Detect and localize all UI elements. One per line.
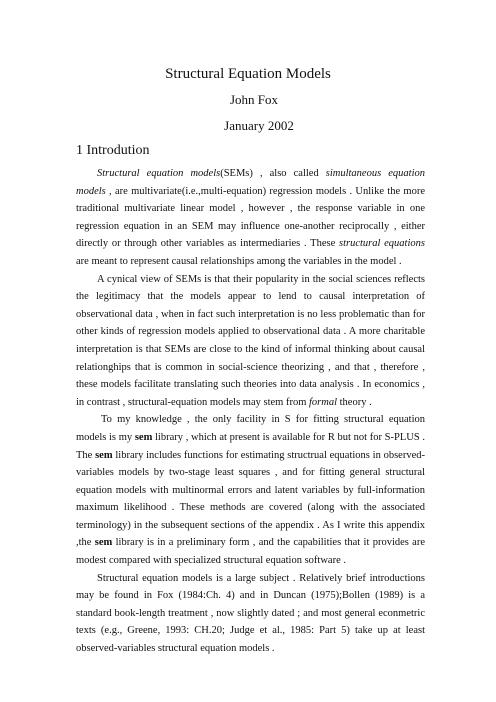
bold-term: sem bbox=[134, 431, 153, 443]
document-body bbox=[76, 165, 425, 658]
document-author: John Fox bbox=[229, 92, 279, 107]
document-title: Structural Equation Models bbox=[165, 66, 331, 82]
text-run: library , which at present is available for R but not for S-PLUS . The bbox=[76, 431, 425, 461]
paragraph-1 bbox=[76, 165, 425, 271]
italic-term: Structural equation models bbox=[97, 168, 221, 179]
text-run: A cynical view of SEMs is that their popularity in the social sciences reflects the legitimacy that the models appear to lend to causal interpretation of observational data , when in fact such interpretation is no less problematic than for other kinds of regression models applied to observational data . A more charitable interpretation is that SEMs are close to the kind of informal thinking about causal relationghips that is common in social-science theorizing , and that , therefore , these models facilitate translating such theories into data analysis . In economics , in contrast , structural-equation models may stem from bbox=[76, 273, 425, 408]
italic-term: formal bbox=[308, 396, 337, 408]
section-heading: 1 Introdution bbox=[76, 143, 150, 158]
bold-term: sem bbox=[95, 449, 113, 461]
italic-term: simultaneous equation models bbox=[76, 168, 425, 197]
italic-term: structural equations bbox=[338, 238, 425, 250]
paragraph-2 bbox=[76, 271, 425, 412]
bold-term: sem bbox=[94, 537, 113, 549]
paragraph-4 bbox=[76, 570, 425, 658]
text-run: (SEMs) , also called bbox=[220, 168, 326, 179]
paragraph-3 bbox=[76, 411, 425, 569]
text-run: library is in a preliminary form , and the capabilities that it provides are modest compared with specialized structural equation software . bbox=[76, 537, 425, 567]
document-date: January 2002 bbox=[224, 118, 294, 133]
text-run: theory . bbox=[337, 396, 372, 408]
text-run: To my knowledge , the only facility in S for fitting structural equation models is my bbox=[76, 414, 425, 443]
text-run: Structural equation models is a large subject . Relatively brief introductions may be found in Fox (1984:Ch. 4) and in Duncan (1975);Bollen (1989) is a standard book-length treatment , now slightly dated ; and most general econmetric texts (e.g., Greene, 1993: CH.20; Judge et al., 1985: Part 5) take up at least observed-variables structural equation models . bbox=[76, 572, 425, 655]
text-run: library includes functions for estimating structrual equations in observed-variables models by two-stage least squares , and for fitting general structural equation models with multinormal errors and latent variables by full-information maximum likelihood . These methods are covered (along with the associated terminology) in the subsequent sections of the appendix . As I write this appendix ,the bbox=[76, 449, 425, 549]
text-run: are meant to represent causal relationships among the variables in the model . bbox=[76, 255, 402, 267]
text-run: , are multivariate(i.e.,multi-equation) regression models . Unlike the more traditional multivariate linear model , however , the response variable in one regression equation in an SEM may influence one-another reciprocally , either directly or through other variables as intermediaries . These bbox=[76, 185, 425, 250]
